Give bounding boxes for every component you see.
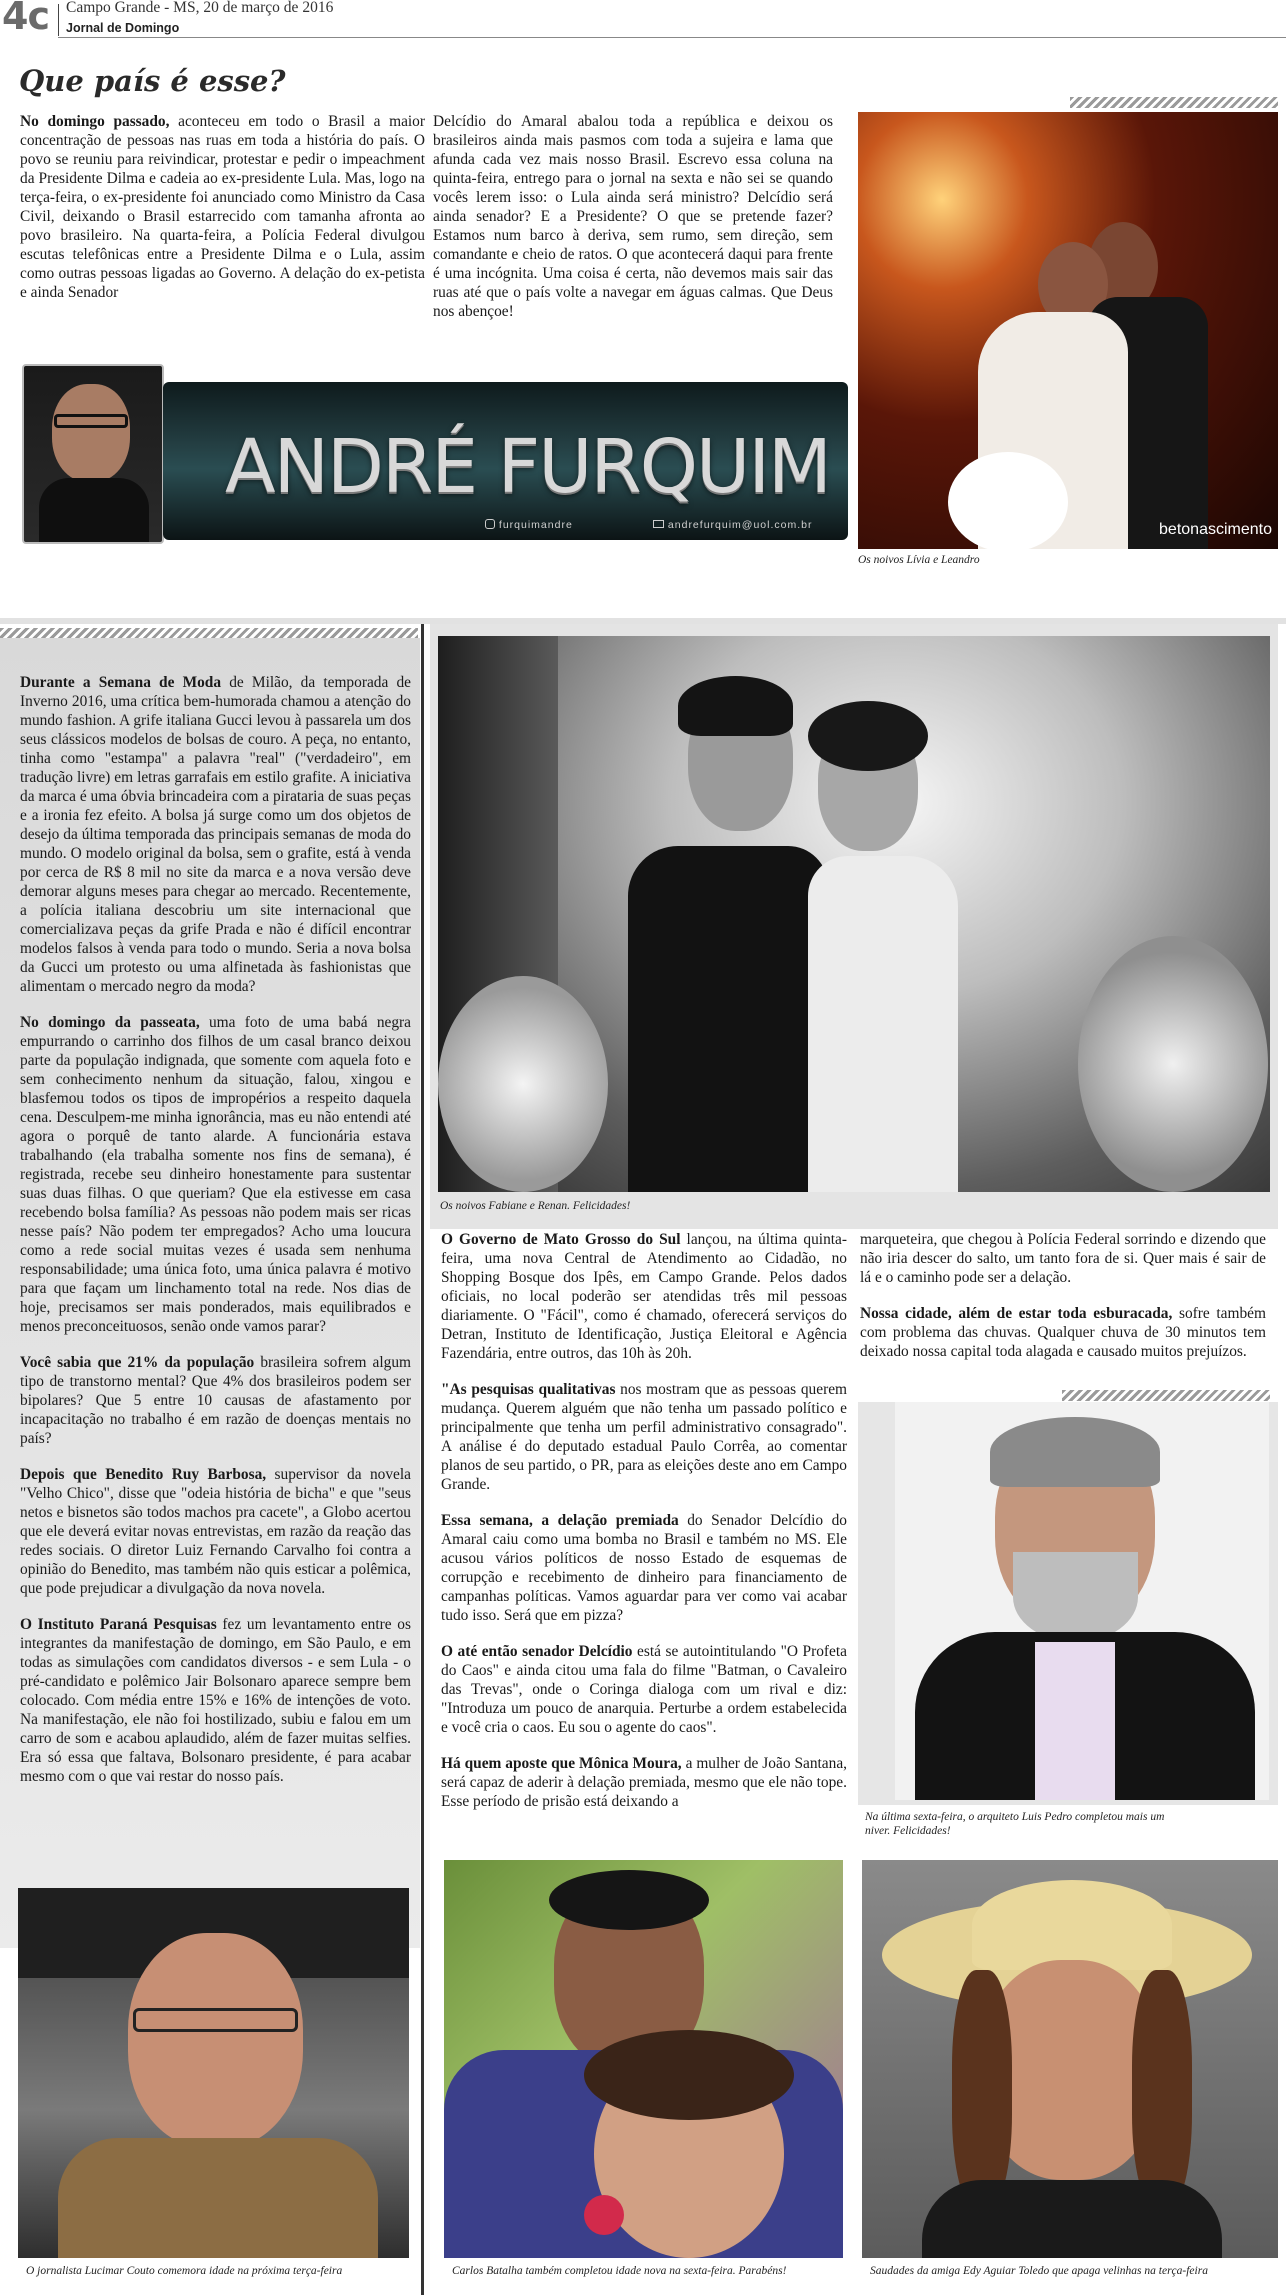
item-monica-moura: Há quem aposte que Mônica Moura, a mulher de João Santana, será capaz de aderir à delação premiada, mesmo que ele não tope. Esse período de prisão está deixando a xyxy=(441,1755,848,1810)
journalist-photo xyxy=(18,1888,409,2258)
item-profeta-do-caos: O até então senador Delcídio está se autointitulando "O Profeta do Caos" e ainda citou uma fala do filme "Batman, o Cavaleiro das Trevas", onde o Coringa dialoga com um rival e diz: "Introduza um pouco de anarquia. Perturbe a ordem estabelecida e você cria o caos. Eu sou o agente do caos". xyxy=(441,1643,847,1736)
intro-column-1 xyxy=(20,112,425,302)
item-chuvas: Nossa cidade, além de estar toda esburacada, sofre também com problema das chuvas. Qualquer chuva de 30 minutos tem deixado nossa capital toda alagada e causado muitos prejuízos. xyxy=(860,1305,1266,1360)
photo-credit: betonascimento xyxy=(1159,521,1272,538)
item-marqueteira: marqueteira, que chegou à Polícia Federal sorrindo e dizendo que não iria descer do salto, um tanto fora de si. Quer mais é sair de lá e o caminho pode ser a delação. xyxy=(860,1231,1266,1286)
carlos-batalha-photo xyxy=(444,1860,843,2258)
columnist-banner xyxy=(163,382,848,540)
wedding-photo-livia-leandro xyxy=(858,112,1278,549)
intro-text: aconteceu em todo o Brasil a maior concentração de pessoas nas ruas em toda a história do país. O povo se reuniu para reivindicar, protestar e pedir o impeachment da Presidente Dilma e cadeia ao ex-presidente Lula. Mas, logo na terça-feira, o ex-presidente foi anunciado como Ministro da Casa Civil, deixando o Brasil estarrecido com tamanha afronta ao povo brasileiro. Na quarta-feira, a Polícia Federal divulgou escutas telefônicas entre a Presidente Dilma e o Lula, assim como outras pessoas ligadas ao Governo. A delação do ex-petista e ainda Senador xyxy=(20,113,426,301)
intro-column-2 xyxy=(433,112,833,321)
header-date: Campo Grande - MS, 20 de março de 2016 xyxy=(66,0,334,16)
right-column xyxy=(860,1230,1266,1378)
middle-column xyxy=(441,1230,847,1811)
caption-wedding-1: Os noivos Lívia e Leandro xyxy=(858,554,980,566)
item-fashion: Durante a Semana de Moda de Milão, da temporada de Inverno 2016, uma crítica bem-humorada chamou a atenção do mundo fashion. A grife italiana Gucci levou à passarela um dos seus clássicos modelos de bolsas de couro. A peça, no entanto, tinha como "estampa" a palavra "real" ("verdadeiro", em tradução livre) em letras garrafais em estilo grafite. A iniciativa da marca é uma óbvia brincadeira com a pirataria de suas peças e a ironia fez efeito. A bolsa já surge como um dos objetos de desejo da última temporada das principais semanas de moda do mundo. O modelo original da bolsa, sem o grafite, está à venda por cerca de R$ 8 mil no site da marca e a nova versão deve demorar alguns meses para chegar ao mercado. Recentemente, a polícia italiana descobriu um site internacional que comercializava peças da grife Prada e não é difícil encontrar modelos falsos à venda para todo o mundo. Seria a nova bolsa da Gucci um protesto ou uma alfinetada às fashionistas que alimentam o mercado negro da moda? xyxy=(20,674,411,995)
caption-edy: Saudades da amiga Edy Aguiar Toledo que apaga velinhas na terça-feira xyxy=(870,2265,1208,2277)
section-title: Que país é esse? xyxy=(19,64,286,98)
item-delacao-premiada: Essa semana, a delação premiada do Senador Delcídio do Amaral caiu como uma bomba no Brasil e também no MS. Ele acusou vários políticos de nosso Estado de esquemas de corrupção e recebimento de dinheiro para financiamento de campanhas políticas. Vamos aguardar para ver como vai acabar tudo isso. Será que em pizza? xyxy=(441,1512,847,1624)
page-number: 4c xyxy=(2,0,49,38)
columnist-name: ANDRÉ FURQUIM xyxy=(225,424,830,510)
left-column xyxy=(20,673,411,1803)
instagram-icon xyxy=(485,519,495,529)
column-rule xyxy=(421,624,424,2295)
decor-stripes-left xyxy=(0,628,418,638)
architect-photo xyxy=(895,1402,1269,1800)
caption-carlos: Carlos Batalha também completou idade nova na sexta-feira. Parabéns! xyxy=(452,2265,787,2277)
header-divider xyxy=(58,4,59,36)
item-pesquisas-qualitativas: "As pesquisas qualitativas nos mostram que as pessoas querem mudança. Querem alguém que não tenha um passado político e principalmente que tenha um perfil administrativo consagrado". A análise é do deputado estadual Paulo Corrêa, ao comentar planos de seu partido, o PR, para as eleições deste ano em Campo Grande. xyxy=(441,1381,847,1493)
wedding-photo-fabiane-renan xyxy=(438,636,1270,1192)
instagram-handle: furquimandre xyxy=(485,519,573,531)
header-paper-name: Jornal de Domingo xyxy=(66,21,180,35)
decor-stripes-right xyxy=(1062,1390,1270,1401)
item-mental-health: Você sabia que 21% da população brasileira sofrem algum tipo de transtorno mental? Que 4% dos brasileiros podem ser bipolares? Que 5 entre 10 causas de afastamento por incapacitação no trabalho é em razão de doenças mentais no país? xyxy=(20,1354,411,1447)
intro-lead: No domingo passado, xyxy=(20,113,170,130)
email-contact: andrefurquim@uol.com.br xyxy=(653,519,812,531)
caption-journalist: O jornalista Lucimar Couto comemora idade na próxima terça-feira xyxy=(26,2265,343,2277)
item-parana-pesquisas: O Instituto Paraná Pesquisas fez um levantamento entre os integrantes da manifestação de domingo, em São Paulo, e em todas as simulações com candidatos diversos - e sem Lula - o pré-candidato e polêmico Jair Bolsonaro aparece sempre bem colocado. Com média entre 15% e 16% de intenções de voto. Na manifestação, ele não foi hostilizado, subiu e falou em um carro de som e acabou aplaudido, além de fazer muitas selfies. Era só essa que faltava, Bolsonaro presidente, é para acabar mesmo com o que vai restar do nosso país. xyxy=(20,1616,411,1785)
edy-toledo-photo xyxy=(862,1860,1278,2258)
decor-stripes xyxy=(1070,97,1278,108)
item-central-atendimento: O Governo de Mato Grosso do Sul lançou, na última quinta-feira, uma nova Central de Atendimento ao Cidadão, no Shopping Bosque dos Ipês, em Campo Grande. Pelos dados oficiais, no local poderão ser atendidas três mil pessoas diariamente. O "Fácil", como é chamado, oferecerá serviços do Detran, Instituto de Identificação, Justiça Eleitoral e Agência Fazendária, entre outros, das 10h às 20h. xyxy=(441,1231,847,1362)
caption-architect: Na última sexta-feira, o arquiteto Luis Pedro completou mais um niver. Felicidades! xyxy=(865,1811,1165,1837)
email-icon xyxy=(653,520,664,528)
header-rule xyxy=(58,37,1286,38)
item-velho-chico: Depois que Benedito Ruy Barbosa, supervisor da novela "Velho Chico", disse que "odeia história de bicha" e que "seus netos e bisnetos são todos machos pra cacete", a Globo acertou que ele deverá evitar novas entrevistas, em razão da reação das redes sociais. O diretor Luiz Fernando Carvalho foi contra a opinião do Benedito, mas também não quis esticar a polêmica, que pode prejudicar a divulgação da nova novela. xyxy=(20,1466,411,1597)
item-nanny-photo: No domingo da passeata, uma foto de uma babá negra empurrando o carrinho dos filhos de um casal branco deixou parte da população indignada, que somente com aquela foto e sem conhecimento nenhum da situação, falou, xingou e blasfemou todos os tipos de impropérios a respeito daquela cena. Desculpem-me minha ignorância, mas eu não entendi até agora o porquê de tanto alarde. A funcionária estava trabalhando (ela trabalha somente nos fins de semana), é registrada, recebe seu dinheiro honestamente para sustentar suas duas filhas. O que queriam? Que ela estivesse em casa recebendo bolsa família? As pessoas não podem mais ser ricas nesse país? Não podem ter empregados? Acho uma loucura como a rede social muitas vezes é usada sem nenhuma responsabilidade; uma única foto, uma única palavra é motivo para que façam um linchamento total na rede. Nos dias de hoje, precisamos ser mais ponderados, mais equilibrados e menos preconceituosos, senão onde vamos parar? xyxy=(20,1014,411,1335)
caption-wedding-2: Os noivos Fabiane e Renan. Felicidades! xyxy=(440,1200,631,1212)
columnist-photo xyxy=(22,364,164,544)
intro-text-2: Delcídio do Amaral abalou toda a república e deixou os brasileiros ainda mais pasmos com toda a sujeira e lama que afunda cada vez mais nosso Brasil. Escrevo essa coluna na quinta-feira, entrego para o jornal na sexta e não sei se quando vocês lerem isso: o Lula ainda será ministro? Delcídio será ainda senador? E a Presidente? O que se pretende fazer? Estamos num barco à deriva, sem rumo, sem direção, sem comandante e cheio de ratos. O que acontecerá daqui para frente é uma incógnita. Uma coisa é certa, não devemos mais sair das ruas até que o país volte a navegar em águas calmas. Que Deus nos abençoe! xyxy=(433,113,833,320)
